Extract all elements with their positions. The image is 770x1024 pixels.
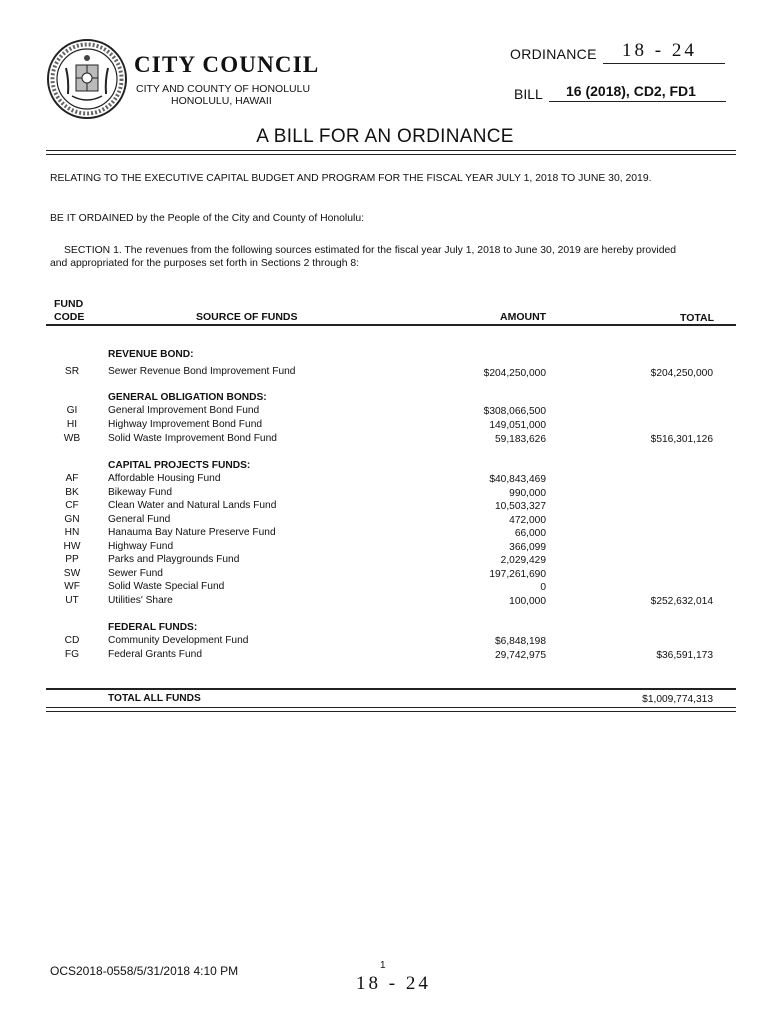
fund-code: SW (63, 568, 81, 579)
fund-code: WB (63, 433, 81, 444)
ordinance-label: ORDINANCE (510, 46, 597, 62)
grand-total-label: TOTAL ALL FUNDS (108, 693, 201, 704)
fund-name: General Improvement Bond Fund (108, 405, 260, 416)
council-address-line-1: CITY AND COUNTY OF HONOLULU (136, 83, 311, 95)
group-total: $204,250,000 (650, 368, 713, 379)
title-divider (46, 150, 736, 155)
fund-amount: 197,261,690 (489, 569, 546, 580)
fund-code: GN (64, 514, 80, 525)
fund-name: Highway Fund (108, 541, 174, 552)
fund-name: Sewer Fund (108, 568, 163, 579)
relating-clause: RELATING TO THE EXECUTIVE CAPITAL BUDGET AND PROGRAM FOR THE FISCAL YEAR JULY 1, 2018 TO JUNE 30, 2019. (50, 173, 652, 184)
fund-name: General Fund (108, 514, 171, 525)
fund-code: SR (64, 366, 80, 377)
fund-amount: 472,000 (509, 515, 546, 526)
section-1-line-2: and appropriated for the purposes set forth in Sections 2 through 8: (50, 258, 360, 269)
page-number: 1 (380, 960, 386, 971)
fund-amount: $204,250,000 (483, 368, 546, 379)
fund-code: CD (64, 635, 80, 646)
fund-amount: 0 (540, 582, 546, 593)
bill-underline (549, 101, 726, 102)
group-total: $516,301,126 (650, 434, 713, 445)
fund-name: Highway Improvement Bond Fund (108, 419, 263, 430)
fund-name: Community Development Fund (108, 635, 249, 646)
fund-amount: 66,000 (514, 528, 546, 539)
fund-name: Bikeway Fund (108, 487, 172, 498)
fund-name: Federal Grants Fund (108, 649, 202, 660)
ordinance-number: 18 - 24 (622, 40, 697, 61)
fund-code: BK (65, 487, 79, 498)
group-total: $36,591,173 (656, 650, 713, 661)
fund-name: Hanauma Bay Nature Preserve Fund (108, 527, 276, 538)
fund-code: AF (65, 473, 79, 484)
grand-total-value: $1,009,774,313 (642, 694, 713, 705)
fund-amount: 2,029,429 (500, 555, 546, 566)
fund-code: FG (64, 649, 80, 660)
fund-code: CF (65, 500, 79, 511)
fund-amount: 149,051,000 (489, 420, 546, 431)
fund-name: Solid Waste Improvement Bond Fund (108, 433, 277, 444)
city-county-seal (46, 38, 128, 120)
table-header-rule (46, 324, 736, 326)
group-title: REVENUE BOND: (108, 349, 194, 360)
group-title: FEDERAL FUNDS: (108, 622, 198, 633)
fund-amount: $40,843,469 (489, 474, 546, 485)
fund-code: HW (63, 541, 81, 552)
bill-label: BILL (514, 86, 543, 102)
fund-name: Solid Waste Special Fund (108, 581, 225, 592)
enacting-clause: BE IT ORDAINED by the People of the City and County of Honolulu: (50, 213, 364, 224)
code-column-header: CODE (54, 311, 85, 323)
fund-name: Parks and Playgrounds Fund (108, 554, 240, 565)
fund-column-header: FUND (54, 298, 84, 310)
fund-amount: 10,503,327 (495, 501, 546, 512)
section-1-line-1: SECTION 1. The revenues from the following sources estimated for the fiscal year July 1, 2018 to June 30, 2019 are hereby provided (64, 245, 677, 256)
fund-amount: 59,183,626 (495, 434, 546, 445)
group-total: $252,632,014 (650, 596, 713, 607)
council-title: CITY COUNCIL (134, 52, 320, 77)
fund-amount: 100,000 (509, 596, 546, 607)
fund-name: Sewer Revenue Bond Improvement Fund (108, 366, 296, 377)
fund-amount: 366,099 (509, 542, 546, 553)
fund-code: PP (65, 554, 79, 565)
fund-amount: $308,066,500 (483, 406, 546, 417)
fund-code: GI (66, 405, 78, 416)
fund-name: Affordable Housing Fund (108, 473, 221, 484)
fund-name: Utilities' Share (108, 595, 173, 606)
amount-column-header: AMOUNT (500, 311, 547, 323)
grand-total-bottom-rule (46, 707, 736, 712)
fund-amount: 990,000 (509, 488, 546, 499)
grand-total-top-rule (46, 688, 736, 690)
fund-code: WF (64, 581, 80, 592)
fund-code: HN (64, 527, 80, 538)
fund-code: HI (66, 419, 78, 430)
footer-ordinance-number: 18 - 24 (356, 973, 431, 994)
fund-code: UT (65, 595, 79, 606)
document-title: A BILL FOR AN ORDINANCE (256, 126, 514, 147)
bill-number: 16 (2018), CD2, FD1 (566, 83, 696, 99)
fund-name: Clean Water and Natural Lands Fund (108, 500, 277, 511)
fund-amount: $6,848,198 (495, 636, 546, 647)
group-title: GENERAL OBLIGATION BONDS: (108, 392, 267, 403)
council-address-line-2: HONOLULU, HAWAII (171, 95, 272, 107)
source-column-header: SOURCE OF FUNDS (196, 311, 298, 323)
fund-amount: 29,742,975 (495, 650, 546, 661)
group-title: CAPITAL PROJECTS FUNDS: (108, 460, 251, 471)
total-column-header: TOTAL (680, 312, 715, 324)
ordinance-underline (603, 63, 725, 64)
document-id: OCS2018-0558/5/31/2018 4:10 PM (50, 964, 239, 978)
